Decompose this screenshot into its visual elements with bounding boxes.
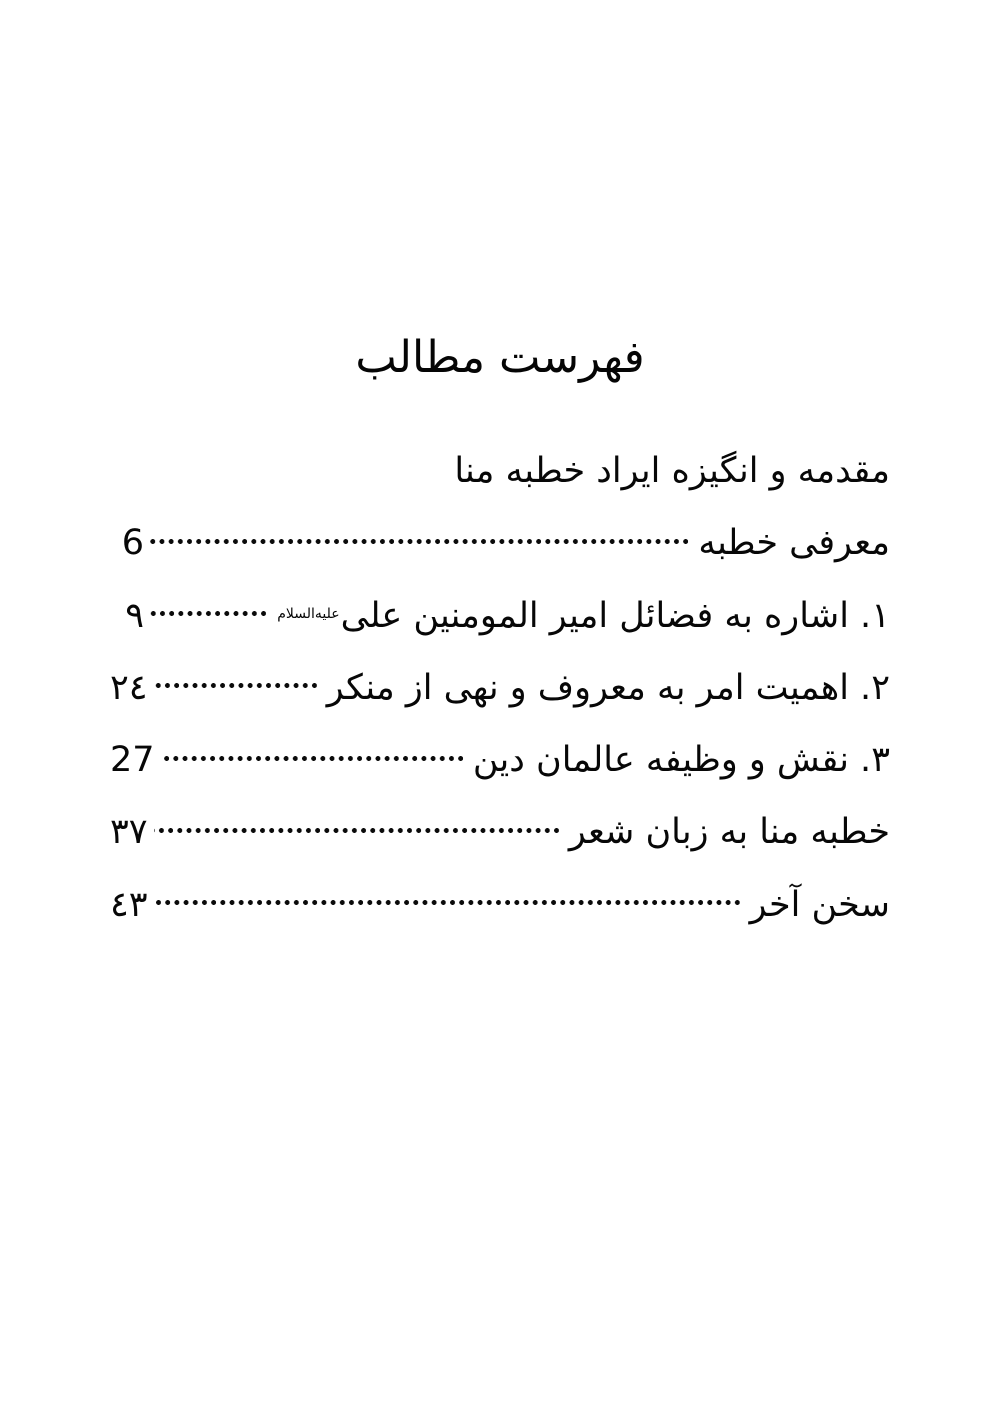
toc-entry-page-number: 6 (121, 523, 144, 564)
toc-entry-label (276, 592, 890, 640)
honorific-alayhi-salam-icon: علیه‌السلام (277, 605, 340, 622)
toc-entry[interactable] (110, 736, 890, 784)
toc-entry[interactable] (110, 519, 890, 567)
toc-content (0, 330, 1000, 953)
toc-entry[interactable] (110, 808, 890, 856)
toc-entry[interactable] (110, 664, 890, 712)
dot-leader (154, 664, 321, 699)
toc-entry-page-number: ٤٣ (110, 884, 148, 925)
dot-leader (150, 592, 270, 627)
toc-entry-page-number: ٢٤ (110, 667, 148, 708)
dot-leader (154, 881, 744, 916)
page-title: فهرست مطالب (355, 332, 645, 383)
toc-entry-page-number: ٣٧ (110, 812, 148, 853)
toc-section-heading: مقدمه و انگیزه ایراد خطبه منا (454, 451, 890, 491)
toc-entry[interactable] (110, 592, 890, 640)
toc-entry[interactable] (110, 881, 890, 929)
toc-entry-page-number: ٩ (125, 595, 144, 636)
toc-entry-label: سخن آخر (749, 884, 890, 925)
dot-leader (154, 808, 563, 843)
toc-entry-label-text: ۱. اشاره به فضائل امیر المومنین علی (340, 595, 890, 636)
dot-leader (161, 736, 467, 771)
toc-entry-page-number: 27 (110, 740, 155, 781)
toc-entry-label: خطبه منا به زبان شعر (568, 812, 890, 853)
toc-entry-label: ۲. اهمیت امر به معروف و نهی از منکر (326, 667, 890, 708)
toc-entry-label: معرفی خطبه (698, 523, 890, 564)
toc-entry-label: ۳. نقش و وظیفه عالمان دین (472, 740, 890, 781)
dot-leader (150, 519, 692, 554)
